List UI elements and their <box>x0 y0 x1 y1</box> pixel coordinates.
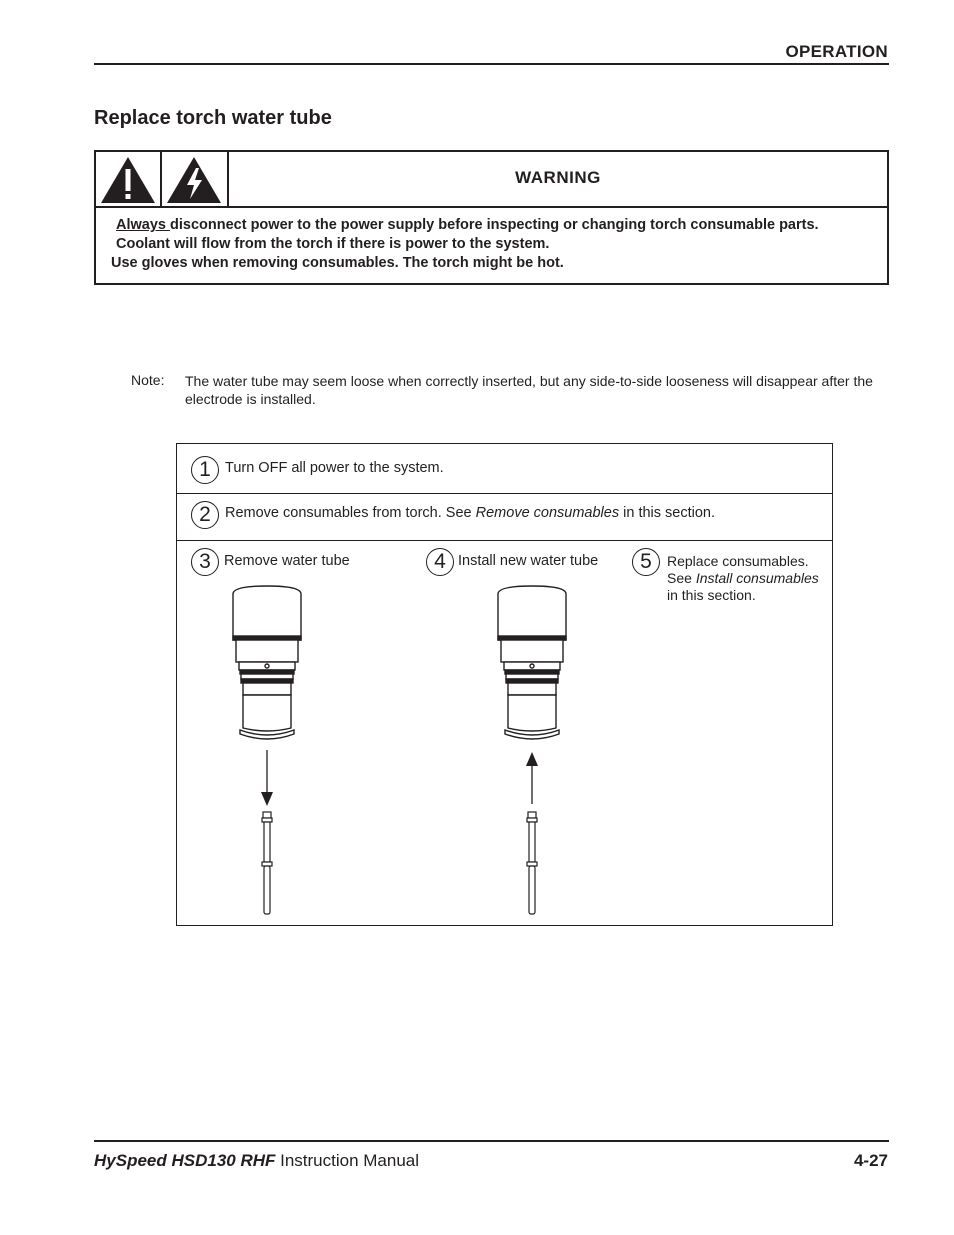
warning-box <box>94 150 889 285</box>
step-2-text-a: Remove consumables from torch. See <box>225 505 476 521</box>
step-5-line-1: Replace consumables. <box>667 553 809 569</box>
page-title: Replace torch water tube <box>94 107 332 129</box>
step-3-number: 3 <box>191 548 219 576</box>
warning-line-1-text: disconnect power to the power supply before inspecting or changing torch consumable parts. <box>170 217 819 233</box>
step-2-number: 2 <box>191 501 219 529</box>
warning-always: Always <box>116 217 170 233</box>
electric-shock-icon <box>165 155 223 205</box>
torch-install-illustration <box>492 582 572 922</box>
step-1-number: 1 <box>191 456 219 484</box>
step-4-number: 4 <box>426 548 454 576</box>
step-3-text: Remove water tube <box>224 553 350 569</box>
footer-rule <box>94 1140 889 1142</box>
warning-heading: WARNING <box>515 168 601 187</box>
general-hazard-icon <box>99 155 157 205</box>
page-number: 4-27 <box>853 1151 888 1170</box>
note-text: The water tube may seem loose when correctly inserted, but any side-to-side looseness will disappear after the electrode is installed. <box>185 373 873 407</box>
footer-model: HySpeed HSD130 RHF <box>94 1151 276 1170</box>
warning-line-1 <box>116 217 819 233</box>
step-1-text: Turn OFF all power to the system. <box>225 460 444 476</box>
step-5-link-install-consumables: Install consumables <box>695 570 819 586</box>
procedure-figure <box>176 443 833 926</box>
warning-icons <box>96 152 229 208</box>
step-5-text <box>667 553 819 604</box>
step-2-link-remove-consumables: Remove consumables <box>475 505 620 521</box>
step-5-line-2 <box>667 570 819 587</box>
torch-remove-illustration <box>227 582 307 922</box>
note-label: Note: <box>131 372 165 388</box>
header-rule <box>94 63 889 65</box>
warning-line-2: Coolant will flow from the torch if there is power to the system. <box>116 236 550 252</box>
warning-line-3: Use gloves when removing consumables. The torch might be hot. <box>111 255 564 271</box>
step-2-text-b: in this section. <box>619 505 716 521</box>
step-5-line-3: in this section. <box>667 587 756 603</box>
footer-manual-title <box>94 1151 419 1171</box>
footer-manual-label: Instruction Manual <box>275 1151 420 1170</box>
step-5-see: See <box>667 570 696 586</box>
step-5-number: 5 <box>632 548 660 576</box>
step-2-text <box>225 505 715 521</box>
section-header: OPERATION <box>785 42 888 61</box>
step-4-text: Install new water tube <box>458 553 599 569</box>
